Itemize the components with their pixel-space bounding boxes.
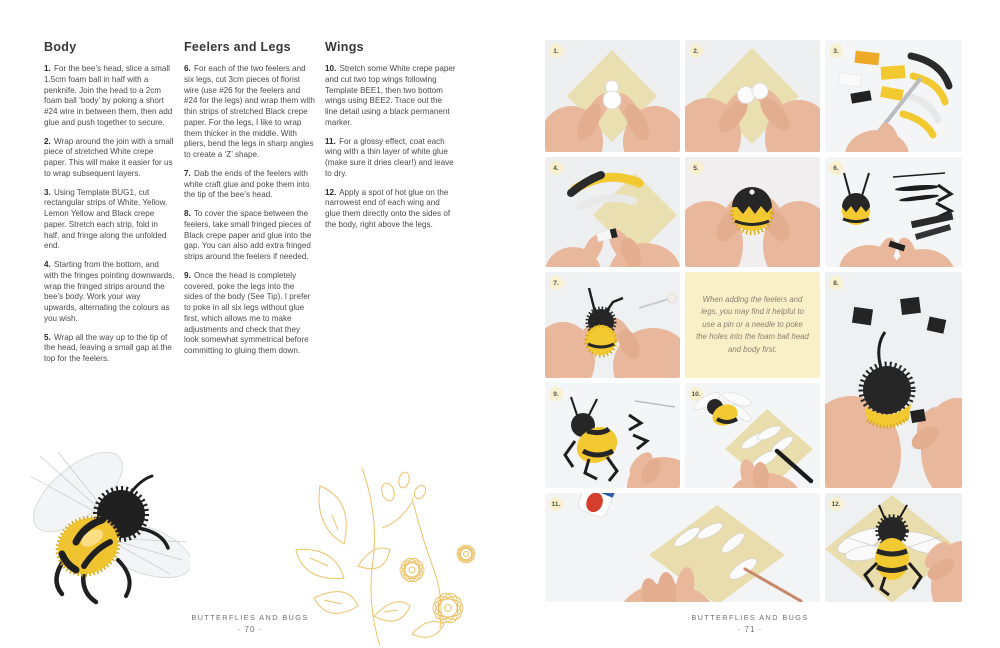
photo-7-illustration [545, 272, 680, 378]
hands-wrapping-wire [839, 235, 955, 267]
step-badge-9: 9. [549, 387, 563, 401]
step-11 [325, 137, 456, 180]
step-number: 4. [44, 260, 51, 269]
step-badge-6: 6. [829, 161, 843, 175]
step-8 [184, 209, 315, 263]
step-3 [44, 188, 175, 253]
photo-4-illustration [545, 157, 680, 267]
step-number: 2. [44, 136, 51, 146]
step-text: Wrap around the join with a small piece of stretched White crepe paper. This will make it easier for us to wrap subsequent layers. [44, 136, 174, 178]
footer-left-page [0, 613, 500, 634]
step-photo-9 [545, 383, 680, 488]
step-2 [44, 137, 175, 180]
step-number: 11. [325, 136, 336, 146]
photo-10-illustration [685, 383, 820, 488]
step-7 [184, 169, 315, 201]
step-text: Using Template BUG1, cut rectangular strips of White, Yellow, Lemon Yellow and Black crepe paper. Stretch each strip, fold in half, and fringe along the unfolded end. [44, 187, 168, 251]
step-number: 8. [184, 209, 191, 218]
step-text: For the bee’s head, slice a small 1.5cm foam ball in half with a penknife. Join the head to a 2cm foam ball ‘body’ by poking a short #24 wire in between them, then add glue and push together to secure. [44, 64, 173, 127]
photo-9-illustration [545, 383, 680, 488]
step-6 [184, 64, 315, 161]
step-photo-7 [545, 272, 680, 378]
tip-box [685, 272, 820, 378]
photo-12-illustration [825, 493, 962, 602]
step-badge-3: 3. [829, 44, 843, 58]
section-wings [325, 40, 456, 239]
step-1 [44, 64, 175, 129]
section-title-wings: Wings [325, 40, 364, 54]
step-photo-8 [825, 272, 962, 488]
step-number: 1. [44, 64, 51, 73]
section-body [44, 40, 175, 373]
buds [380, 471, 428, 502]
step-photo-11 [545, 493, 820, 602]
step-number: 10. [325, 64, 337, 73]
photo-8-illustration [825, 272, 962, 488]
step-photo-10 [685, 383, 820, 488]
blossom-3 [455, 544, 476, 565]
chapter-title: BUTTERFLIES AND BUGS [691, 613, 809, 622]
step-badge-8: 8. [829, 276, 843, 290]
step-number: 12. [325, 187, 337, 197]
glue-brush [745, 569, 801, 601]
step-number: 3. [44, 187, 51, 197]
step-photo-12 [825, 493, 962, 602]
step-photo-1 [545, 40, 680, 152]
finished-bee-photo [22, 442, 190, 614]
step-10 [325, 64, 456, 129]
needle [635, 401, 675, 407]
page-number: · 71 · [737, 625, 763, 634]
blossom-1 [398, 556, 426, 583]
step-text: For a glossy effect, coat each wing with a thin layer of white glue (make sure it dries clear!) and leave to dry. [325, 136, 454, 178]
photo-1-illustration [545, 40, 680, 152]
photo-11-illustration [545, 493, 820, 602]
hand-right [908, 398, 962, 488]
photo-3-illustration [825, 40, 962, 152]
bee-with-legs [565, 397, 624, 481]
step-text: Wrap all the way up to the tip of the head, leaving a small gap at the top for the feelers. [44, 332, 172, 363]
photo-2-illustration [685, 40, 820, 152]
page-number: · 70 · [237, 625, 263, 634]
footer-right-page [500, 613, 1000, 634]
step-number: 9. [184, 270, 191, 280]
step-text: Starting from the bottom, and with the fringes pointing downwards, wrap the fringed strips around the bee’s body. Work your way upwards, alternating the colours as you wish. [44, 260, 175, 323]
hand [625, 448, 680, 488]
held-black-square [910, 409, 926, 423]
hand [845, 120, 909, 152]
step-text: For each of the two feelers and six legs, cut 3cm pieces of florist wire (use #26 for the feelers and #24 for the legs) and wrap them with thin strips of stretched Black crepe paper. For the legs, I like to wrap them thicker in the middle. With pliers, bend the legs in sharp angles to create a ‘Z’ shape. [184, 64, 315, 159]
step-12 [325, 188, 456, 231]
step-photo-5 [685, 157, 820, 267]
step-text: Dab the ends of the feelers with white craft glue and poke them into the tip of the bee’s head. [184, 168, 310, 200]
step-badge-7: 7. [549, 276, 563, 290]
step-5 [44, 333, 175, 365]
bee-with-feelers [842, 173, 870, 225]
step-badge-4: 4. [549, 161, 563, 175]
wire-pieces [893, 173, 953, 240]
pin [639, 294, 677, 309]
bee-illustration [22, 442, 190, 614]
fringed-strips [838, 51, 949, 135]
step-photo-6 [825, 157, 962, 267]
step-photo-2 [685, 40, 820, 152]
step-photo-3 [825, 40, 962, 152]
step-badge-12: 12. [829, 497, 843, 511]
step-number: 6. [184, 64, 191, 73]
photo-5-illustration [685, 157, 820, 267]
section-feelers-and-legs [184, 40, 315, 365]
section-title-body: Body [44, 40, 77, 54]
chapter-title: BUTTERFLIES AND BUGS [191, 613, 309, 622]
step-4 [44, 260, 175, 325]
step-text: Once the head is completely covered, poke the legs into the sides of the body (See Tip). I prefer to poke in all six legs without glue first, which allows me to make adjustments and check that they look somewhat symmetrical before committing to gluing them down. [184, 270, 311, 355]
step-badge-5: 5. [689, 161, 703, 175]
step-number: 5. [44, 332, 51, 342]
photo-6-illustration [825, 157, 962, 267]
step-9 [184, 271, 315, 357]
step-badge-2: 2. [689, 44, 703, 58]
step-number: 7. [184, 168, 191, 178]
step-badge-11: 11. [549, 497, 563, 511]
foam-balls [603, 81, 621, 110]
step-photo-4 [545, 157, 680, 267]
spare-leg-wires [629, 415, 647, 449]
tip-text: When adding the feelers and legs, you may find it helpful to use a pin or a needle to poke the holes into the foam ball head and body first. [696, 294, 809, 354]
step-text: Apply a spot of hot glue on the narrowest end of each wing and glue them directly onto the sides of the body, right above the legs. [325, 187, 451, 229]
step-text: Stretch some White crepe paper and cut two top wings following Template BEE1, then two bottom wings using BEE2. Trace out the line detail using a black permanent marker. [325, 64, 456, 127]
bee-head [861, 332, 913, 427]
glue-bottle [576, 493, 623, 519]
section-title-feelers-and-legs: Feelers and Legs [184, 40, 291, 54]
step-text: To cover the space between the feelers, take small fringed pieces of Black crepe paper and glue into the gap. You can also add extra fringed strips around the feelers if needed. [184, 209, 312, 261]
step-badge-10: 10. [689, 387, 703, 401]
black-fringed-squares [852, 297, 946, 334]
step-badge-1: 1. [549, 44, 563, 58]
